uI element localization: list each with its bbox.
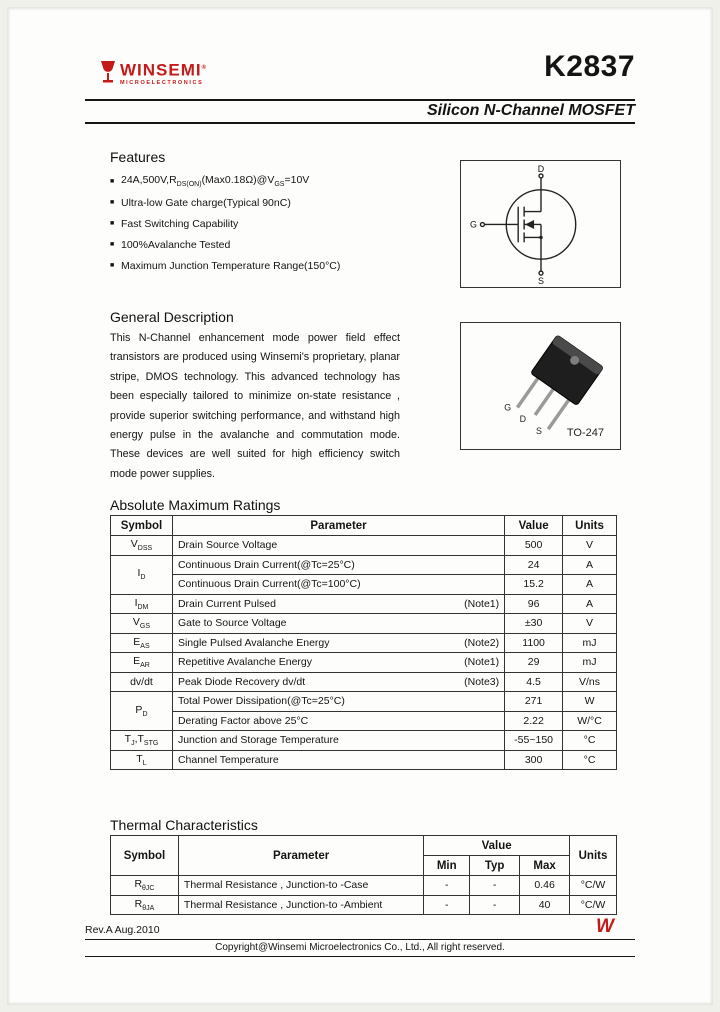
col-header-typ: Typ [470, 856, 520, 876]
parameter-text: Continuous Drain Current(@Tc=25°C) [177, 558, 355, 571]
table-row [111, 876, 617, 896]
abs-max-title: Absolute Maximum Ratings [110, 497, 281, 513]
value-cell: ±30 [505, 614, 563, 634]
parameter-cell [172, 711, 504, 731]
abs-max-table [110, 515, 617, 770]
feature-item [110, 234, 340, 255]
parameter-cell [172, 633, 504, 653]
symbol-gate-label: G [470, 219, 478, 230]
symbol-cell: $R_{\theta JA}$ [111, 895, 179, 915]
units-cell: A [563, 555, 617, 575]
value-cell: 1100 [505, 633, 563, 653]
value-cell: 2.22 [505, 711, 563, 731]
thermal-title: Thermal Characteristics [110, 817, 258, 833]
parameter-cell [172, 536, 504, 556]
units-cell: °C/W [570, 895, 617, 915]
col-header-max: Max [520, 856, 570, 876]
parameter-text: Junction and Storage Temperature [177, 734, 339, 747]
footer-rule-top [85, 939, 635, 940]
symbol-cell: $E_{AS}$ [111, 633, 173, 653]
parameter-text: Continuous Drain Current(@Tc=100°C) [177, 578, 361, 591]
package-name: TO-247 [566, 427, 604, 439]
package-gate-label: G [504, 402, 512, 413]
typ-cell: - [470, 876, 520, 896]
logo-subtext: MICROELECTRONICS [120, 79, 204, 86]
mosfet-symbol-icon [461, 161, 619, 286]
parameter-cell [172, 692, 504, 712]
bullet-icon: ■ [110, 262, 115, 269]
parameter-cell: Thermal Resistance , Junction-to -Ambient [178, 895, 423, 915]
units-cell: W [563, 692, 617, 712]
note-ref: (Note3) [464, 675, 500, 688]
value-cell: 4.5 [505, 672, 563, 692]
parameter-text: Peak Diode Recovery dv/dt [177, 675, 306, 688]
parameter-cell [172, 594, 504, 614]
value-cell: 15.2 [505, 575, 563, 595]
col-header-symbol: Symbol [111, 836, 179, 876]
units-cell: A [563, 594, 617, 614]
symbol-cell: $T_J,T_{STG}$ [111, 731, 173, 751]
parameter-cell [172, 731, 504, 751]
revision-text: Rev.A Aug.2010 [85, 924, 160, 936]
table-row [111, 895, 617, 915]
typ-cell: - [470, 895, 520, 915]
symbol-cell: $E_{AR}$ [111, 653, 173, 673]
header-rule-top [85, 99, 635, 101]
col-header-units: Units [563, 516, 617, 536]
feature-text: $24A,500V,R_{DS(ON)}(Max0.18\Omega)@V_{GS}=10V$ [121, 174, 310, 189]
col-header-value: Value [424, 836, 570, 856]
max-cell: 0.46 [520, 876, 570, 896]
note-ref: (Note1) [464, 597, 500, 610]
parameter-cell: Thermal Resistance , Junction-to -Case [178, 876, 423, 896]
feature-item [110, 255, 340, 276]
parameter-cell [172, 750, 504, 770]
feature-text: Maximum Junction Temperature Range(150°C) [121, 259, 341, 272]
logo-text: WINSEMI® [120, 60, 208, 80]
parameter-text: Drain Current Pulsed [177, 597, 276, 610]
units-cell: W/°C [563, 711, 617, 731]
value-cell: 300 [505, 750, 563, 770]
feature-item [110, 213, 340, 234]
bullet-icon: ■ [110, 241, 115, 248]
note-ref: (Note1) [464, 656, 500, 669]
parameter-cell [172, 653, 504, 673]
parameter-text: Drain Source Voltage [177, 539, 278, 552]
value-cell: 29 [505, 653, 563, 673]
symbol-drain-label: D [537, 163, 545, 174]
footer-logo-icon: W [596, 916, 613, 937]
features-list [110, 171, 340, 276]
bullet-icon: ■ [110, 220, 115, 227]
table-header-row [111, 836, 617, 856]
value-cell: 271 [505, 692, 563, 712]
parameter-text: Gate to Source Voltage [177, 617, 287, 630]
feature-text: Ultra-low Gate charge(Typical 90nC) [121, 196, 291, 209]
units-cell: V [563, 614, 617, 634]
value-cell: 500 [505, 536, 563, 556]
table-row [111, 750, 617, 770]
units-cell: A [563, 575, 617, 595]
bullet-icon: ■ [110, 199, 115, 206]
table-row [111, 614, 617, 634]
parameter-text: Channel Temperature [177, 753, 279, 766]
winsemi-logo-icon [100, 60, 116, 84]
feature-item [110, 192, 340, 213]
symbol-cell: $P_D$ [111, 692, 173, 731]
registered-mark: ® [201, 65, 208, 71]
symbol-cell: $T_L$ [111, 750, 173, 770]
table-row [111, 711, 617, 731]
symbol-cell: $V_{DSS}$ [111, 536, 173, 556]
part-number: K2837 [544, 50, 635, 83]
min-cell: - [424, 876, 470, 896]
table-row [111, 536, 617, 556]
package-source-label: S [536, 426, 542, 437]
package-drain-label: D [519, 414, 527, 425]
parameter-cell [172, 555, 504, 575]
description-title: General Description [110, 309, 234, 325]
units-cell: °C [563, 750, 617, 770]
symbol-cell: dv/dt [111, 672, 173, 692]
footer-rule-bottom [85, 956, 635, 957]
table-row [111, 653, 617, 673]
copyright-text: Copyright@Winsemi Microelectronics Co., Ltd., All right reserved. [215, 942, 505, 953]
feature-text: Fast Switching Capability [121, 217, 239, 230]
value-cell: 96 [505, 594, 563, 614]
min-cell: - [424, 895, 470, 915]
winsemi-logo-textblock [120, 60, 207, 86]
features-title: Features [110, 149, 166, 165]
parameter-text: Single Pulsed Avalanche Energy [177, 636, 330, 649]
value-cell: -55~150 [505, 731, 563, 751]
winsemi-logo [100, 60, 207, 86]
units-cell: °C [563, 731, 617, 751]
max-cell: 40 [520, 895, 570, 915]
parameter-cell [172, 672, 504, 692]
col-header-symbol: Symbol [111, 516, 173, 536]
table-row [111, 672, 617, 692]
units-cell: V [563, 536, 617, 556]
parameter-text: Derating Factor above 25°C [177, 714, 309, 727]
col-header-parameter: Parameter [172, 516, 504, 536]
bullet-icon: ■ [110, 178, 115, 185]
parameter-cell [172, 614, 504, 634]
symbol-cell: $I_D$ [111, 555, 173, 594]
symbol-cell: $R_{\theta JC}$ [111, 876, 179, 896]
col-header-parameter: Parameter [178, 836, 423, 876]
table-row [111, 555, 617, 575]
symbol-cell: $V_{GS}$ [111, 614, 173, 634]
col-header-min: Min [424, 856, 470, 876]
units-cell: mJ [563, 653, 617, 673]
parameter-cell [172, 575, 504, 595]
table-row [111, 594, 617, 614]
table-row [111, 731, 617, 751]
table-row [111, 692, 617, 712]
parameter-text: Total Power Dissipation(@Tc=25°C) [177, 695, 345, 708]
units-cell: °C/W [570, 876, 617, 896]
value-cell: 24 [505, 555, 563, 575]
parameter-text: Repetitive Avalanche Energy [177, 656, 312, 669]
units-cell: mJ [563, 633, 617, 653]
feature-text: 100%Avalanche Tested [121, 238, 231, 251]
package-box [460, 322, 621, 450]
header-rule-bottom [85, 122, 635, 124]
table-row [111, 575, 617, 595]
symbol-source-label: S [538, 276, 544, 286]
table-header-row [111, 516, 617, 536]
col-header-value: Value [505, 516, 563, 536]
feature-item [110, 171, 340, 192]
col-header-units: Units [570, 836, 617, 876]
units-cell: V/ns [563, 672, 617, 692]
symbol-cell: $I_{DM}$ [111, 594, 173, 614]
thermal-table [110, 835, 617, 915]
table-row [111, 633, 617, 653]
description-text: This N-Channel enhancement mode power field effect transistors are produced using Winsemi's proprietary, planar stripe, DMOS technology. This advanced technology has been especially tailored to minimize on-state resistance , provide superior switching performance, and withstand high energy pulse in the avalanche and commutation mode. These devices are well suited for high efficiency switch mode power supplies. [110, 332, 400, 480]
note-ref: (Note2) [464, 636, 500, 649]
mosfet-symbol-box [460, 160, 621, 288]
page-subtitle: Silicon N-Channel MOSFET [426, 102, 635, 119]
